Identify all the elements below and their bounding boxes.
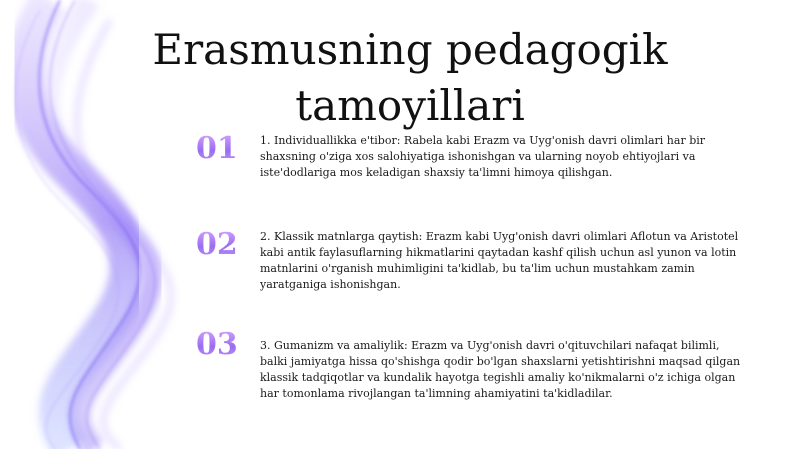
slide-title: Erasmusning pedagogik tamoyillari	[152, 25, 668, 130]
item-text: 2. Klassik matnlarga qaytish: Erazm kabi Uyg'onish davri olimlari Aflotun va Aristotel kabi antik faylasuflarning hikmatlarini qaytadan kashf qilish uchun asl yunon va lotin matnlarini o'rganish muhimligini ta'kidlab, bu ta'lim uchun mustahkam zamin yaratganiga ishonishgan.	[260, 230, 739, 291]
item-number: 03	[196, 328, 252, 362]
item-text: 3. Gumanizm va amaliylik: Erazm va Uyg'onish davri o'qituvchilari nafaqat bilimli, balki jamiyatga hissa qo'shishga qodir bo'lgan shaxslarni yetishtirishni maqsad qilgan klassik tadqiqotlar va kundalik hayotga tegishli amaliy ko'nikmalarni o'z ichiga olgan har tomonlama rivojlangan ta'limning ahamiyatini ta'kidladilar.	[260, 339, 741, 400]
item-number: 01	[196, 132, 252, 166]
item-number: 02	[196, 228, 252, 262]
item-text: 1. Individuallikka e'tibor: Rabela kabi Erazm va Uyg'onish davri olimlari har bir shaxsning o'ziga xos salohiyatiga ishonishgan va ularning noyob ehtiyojlari va iste'dodlariga mos keladigan shaxsiy ta'limni himoya qilishgan.	[260, 134, 706, 179]
